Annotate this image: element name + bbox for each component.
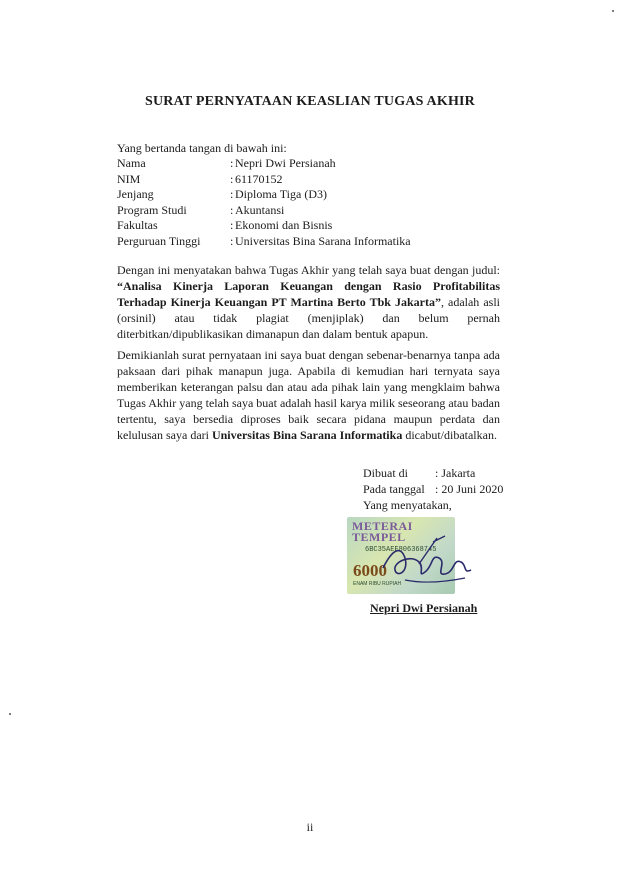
- field-label: Fakultas: [117, 218, 158, 233]
- field-label: Nama: [117, 156, 146, 170]
- field-value: 61170152: [235, 171, 283, 186]
- date-label: Pada tanggal: [363, 482, 425, 496]
- thesis-title: “Analisa Kinerja Laporan Keuangan dengan Rasio Profitabilitas Terhadap Kinerja Keuangan PT Martina Berto Tbk Jakarta”: [117, 279, 500, 309]
- stamp-value: 6000: [353, 561, 387, 580]
- field-row-jenjang: [117, 187, 411, 203]
- declaration-paragraph: [117, 262, 500, 342]
- intro-text: Yang bertanda tangan di bawah ini:: [117, 141, 287, 155]
- place-row: [363, 465, 503, 481]
- field-row-perguruan-tinggi: [117, 234, 411, 250]
- field-row-program-studi: [117, 203, 411, 219]
- signature-block: [363, 465, 503, 513]
- field-value: Ekonomi dan Bisnis: [235, 218, 333, 233]
- field-value: Universitas Bina Sarana Informatika: [235, 233, 411, 248]
- field-row-nama: [117, 156, 411, 172]
- place-value: Jakarta: [441, 466, 476, 480]
- stamp-subtext: ENAM RIBU RUPIAH: [353, 581, 402, 587]
- document-title: SURAT PERNYATAAN KEASLIAN TUGAS AKHIR: [145, 94, 475, 109]
- field-label: Perguruan Tinggi: [117, 233, 201, 248]
- field-separator: :: [230, 171, 234, 186]
- field-separator: :: [435, 466, 439, 480]
- declaration-lead: Dengan ini menyatakan bahwa Tugas Akhir yang telah saya buat dengan judul:: [117, 263, 500, 277]
- university-name: Universitas Bina Sarana Informatika: [211, 428, 403, 442]
- closing-salutation: Yang menyatakan,: [363, 498, 452, 512]
- stamp-line1: METERAI: [352, 519, 413, 533]
- closing-paragraph: [117, 347, 500, 443]
- field-separator: :: [230, 202, 234, 217]
- signer-name: Nepri Dwi Persianah: [370, 601, 478, 615]
- field-label: Program Studi: [117, 202, 187, 217]
- field-value: Nepri Dwi Persianah: [235, 156, 336, 170]
- field-separator: :: [230, 187, 234, 202]
- stamp-code: 6BC35AEF806368745: [365, 546, 437, 554]
- page-number: ii: [306, 820, 314, 834]
- field-value: Diploma Tiga (D3): [235, 187, 328, 202]
- scan-speck: [612, 10, 614, 12]
- field-label: Jenjang: [117, 187, 154, 202]
- field-separator: :: [435, 482, 439, 496]
- identity-fields: [117, 156, 411, 250]
- field-separator: :: [230, 233, 234, 248]
- field-row-nim: [117, 172, 411, 188]
- closing-end: dicabut/dibatalkan.: [402, 428, 497, 442]
- field-separator: :: [230, 156, 234, 170]
- closing-text: Demikianlah surat pernyataan ini saya buat dengan sebenar-benarnya tanpa ada paksaan dari pihak manapun juga. Apabila di kemudian hari ternyata saya memberikan keterangan palsu dan atau ada pihak lain yang mengklaim bahwa Tugas Akhir yang telah saya buat adalah hasil karya milik seseorang atau badan tertentu, saya bersedia diproses baik secara pidana maupun perdata dan kelulusan saya dari: [117, 348, 500, 442]
- scan-speck: [9, 713, 11, 715]
- field-row-fakultas: [117, 218, 411, 234]
- declaration-rest: , adalah asli (orsinil) atau tidak plagiat (menjiplak) dan belum pernah diterbitkan/dipublikasikan dimanapun dan dalam bentuk apapun.: [117, 295, 500, 341]
- date-row: [363, 481, 503, 497]
- handwritten-signature: [375, 528, 475, 596]
- field-separator: :: [230, 218, 234, 233]
- place-label: Dibuat di: [363, 466, 408, 480]
- field-label: NIM: [117, 171, 141, 186]
- stamp-line2: TEMPEL: [352, 530, 406, 544]
- field-value: Akuntansi: [235, 202, 285, 217]
- date-value: 20 Juni 2020: [441, 482, 504, 496]
